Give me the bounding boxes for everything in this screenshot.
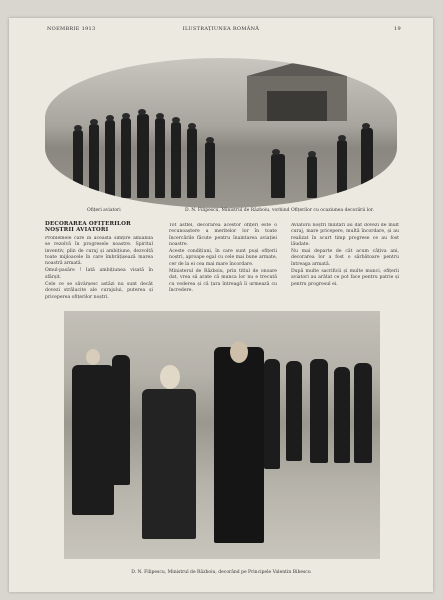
article-title: DECORAREA OFIȚERILOR NOȘTRII AVIATORI xyxy=(45,221,131,233)
officer-figure xyxy=(73,130,83,198)
officer-figure xyxy=(361,128,373,198)
article-column-3 xyxy=(291,223,399,307)
officer-figure xyxy=(121,118,131,198)
header-magazine-title: ILUSTRAȚIUNEA ROMÂNĂ xyxy=(182,26,260,32)
header-page-number: 19 xyxy=(394,26,401,32)
minister-figure xyxy=(271,154,285,198)
top-oval-photograph xyxy=(45,58,397,208)
officer-figure xyxy=(337,140,347,198)
paragraph: După multe sacrificii și multe munci, ofițerii aviatori au arătat ce pot face pentru patrie și pentru progresul ei. xyxy=(291,269,399,287)
officer-figure xyxy=(89,124,99,198)
bottom-photograph xyxy=(64,311,380,559)
running-header xyxy=(9,26,433,36)
minister-figure xyxy=(142,389,196,539)
paragraph: Omul-pasăre ! Iată ambițiunea visată în sfârșit. xyxy=(45,268,153,280)
top-caption-right: D. N. Filipescu, Ministrul de Războiu, vorbind Ofițerilor cu ocaziunea decorării lor. xyxy=(185,208,374,213)
officer-figure xyxy=(286,361,302,461)
officer-figure xyxy=(137,114,149,198)
officer-figure xyxy=(155,118,165,198)
officer-figure xyxy=(112,355,130,485)
officer-figure xyxy=(187,128,197,198)
hangar-building xyxy=(247,76,347,121)
officer-figure xyxy=(307,156,317,198)
saluting-officer xyxy=(72,365,114,515)
officer-figure xyxy=(354,363,372,463)
paragraph: Aceste condițiuni, în care sunt puși ofițerii noștri, aproape egal cu cele mai bune armate, cer de la ei cea mai mare încordare. xyxy=(169,249,277,267)
paragraph: Cele ce se săvârșesc astăzi nu sunt decât dovezi strălucite ale curajului, puterea și priceperea ofițerilor noștri. xyxy=(45,282,153,300)
paragraph: Tot astfel, decorarea acestor ofițeri este o recunoaștere a meritelor lor în toate încercările făcute pentru înaintarea aviației noastre. xyxy=(169,223,277,247)
officer-figure xyxy=(105,120,115,198)
officer-figure xyxy=(310,359,328,463)
bottom-photo-caption: D. N. Filipescu, Ministrul de Războiu, decorând pe Principele Valentin Bibescu xyxy=(131,570,311,575)
paragraph: Problemele care în această simțire amiabilă se rezolvă în progresele noastre. Spiritul inventiv, plin de curaj și ambițiune, dezvoltă toate mijloacele în care îmbrățișează marea noastră armată. xyxy=(45,236,153,267)
paragraph: Ministerul de Războiu, prin titlul de onoare dat, vrea să arate că munca lor nu e trecută cu vederea și că țara întreagă îi urmează cu încredere. xyxy=(169,269,277,293)
officer-figure xyxy=(334,367,350,463)
officer-figure xyxy=(264,359,280,469)
magazine-page xyxy=(9,18,433,592)
article-column-2 xyxy=(169,223,277,307)
paragraph: Nu mai departe de cât acum câțiva ani, decorarea lor a fost o sărbătoare pentru întreaga armată. xyxy=(291,249,399,267)
top-caption-left: Ofițeri aviatori xyxy=(87,208,121,213)
header-date: NOEMBRIE 1913 xyxy=(47,26,96,32)
article-column-1 xyxy=(45,236,153,308)
decorated-prince-figure xyxy=(214,347,264,543)
officer-figure xyxy=(171,122,181,198)
paragraph: Aviatorii noștri militari au dat dovezi de mult curaj, mare pricepere, multă încordare, și au realizat în scurt timp progrese ce au fost lăudate. xyxy=(291,223,399,247)
officer-figure xyxy=(205,142,215,198)
